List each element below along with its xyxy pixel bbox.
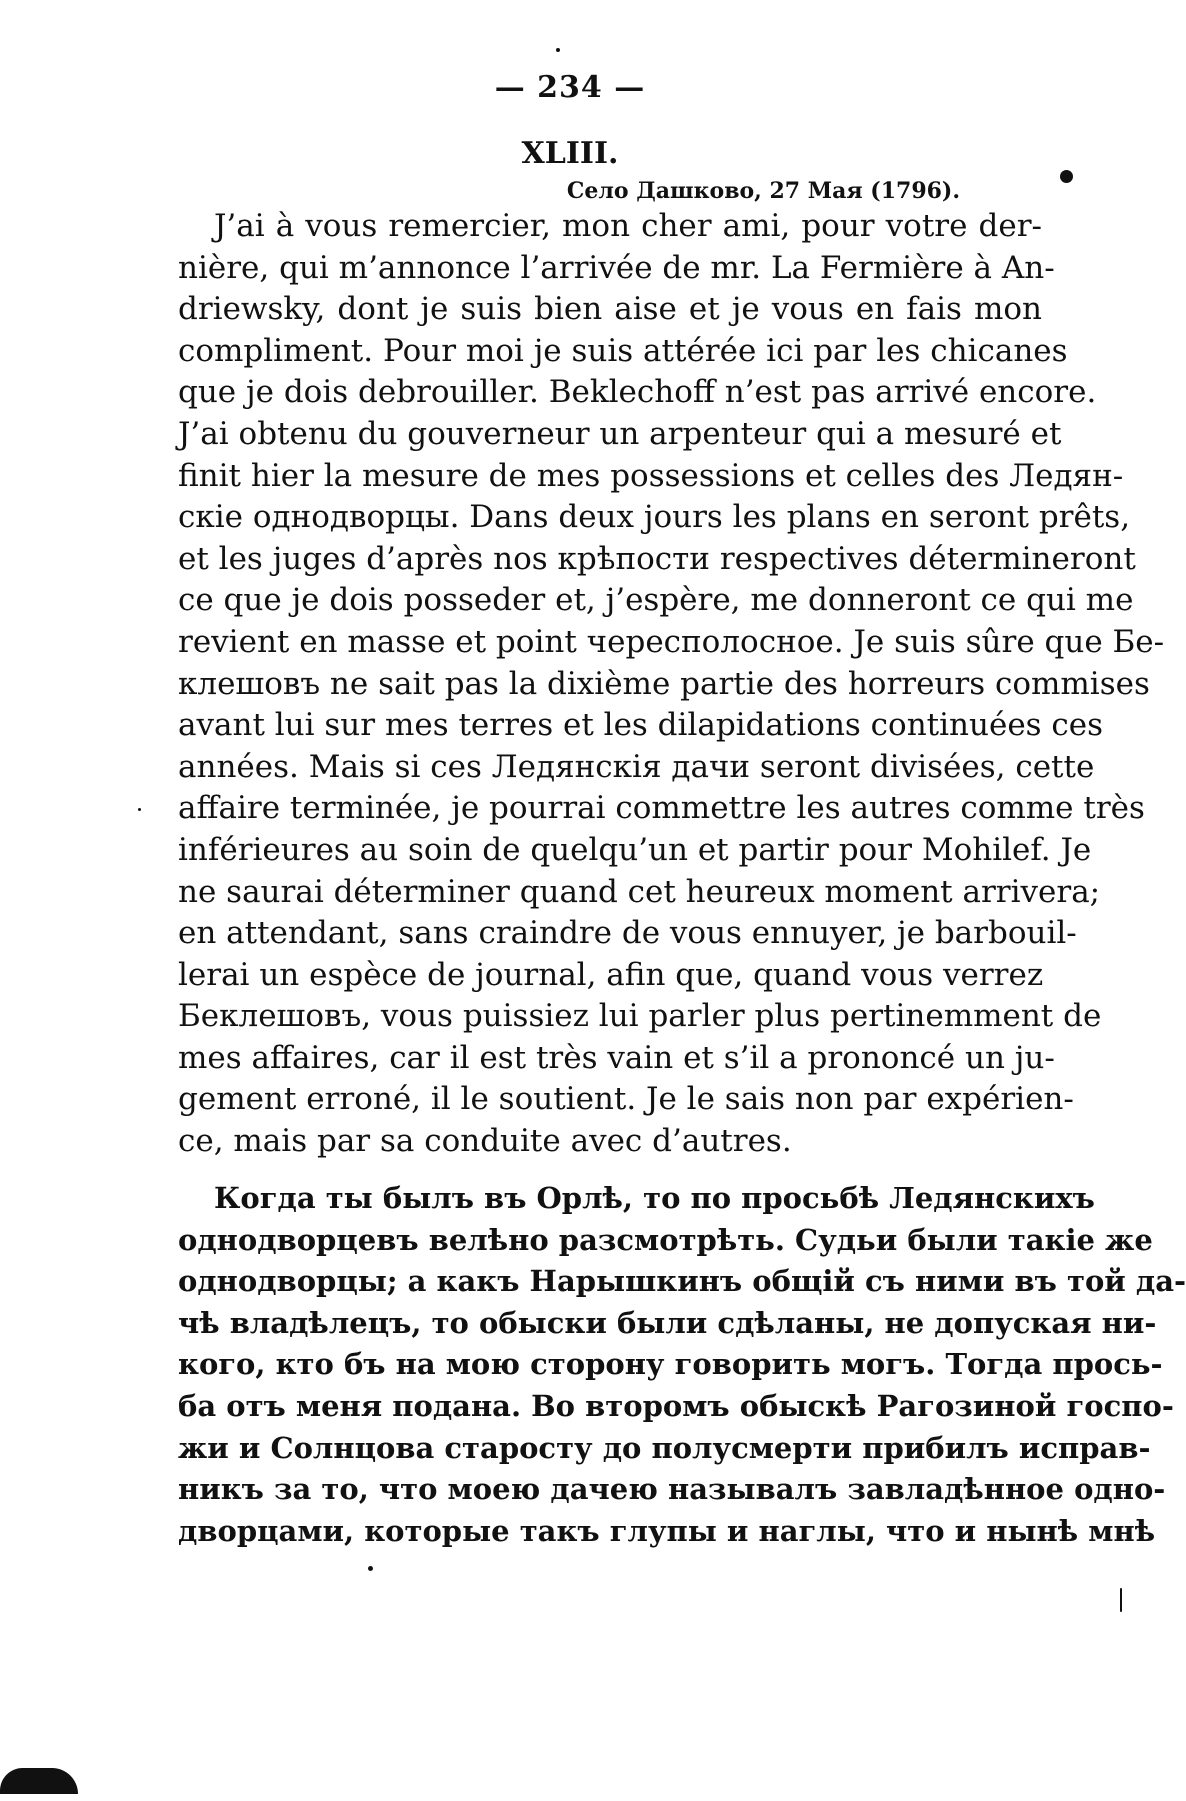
text-line: J’ai obtenu du gouverneur un arpenteur qui a mesuré et <box>178 415 1062 452</box>
text-line: чѣ владѣлецъ, то обыски были сдѣланы, не допуская ни- <box>178 1305 1157 1340</box>
text-line: revient en masse et point чересполосное. Je suis sûre que Бе- <box>178 623 1165 660</box>
text-line: кого, кто бъ на мою сторону говорить могъ. Тогда прось- <box>178 1347 1163 1382</box>
ink-dot <box>138 808 141 811</box>
text-line: клешовъ ne sait pas la dixième partie des horreurs commises <box>178 665 1150 702</box>
text-line: однодворцевъ велѣно разсмотрѣть. Судьи были такіе же <box>178 1222 1153 1257</box>
text-line: compliment. Pour moi je suis attérée ici par les chicanes <box>178 332 1068 369</box>
text-line: driewsky, dont je suis bien aise et je vous en fais mon <box>178 291 1042 328</box>
text-line: que je dois debrouiller. Beklechoff n’est pas arrivé encore. <box>178 374 1097 411</box>
text-line: ce, mais par sa conduite avec d’autres. <box>178 1123 792 1160</box>
text-line: gement erroné, il le soutient. Je le sais non par expérien- <box>178 1081 1074 1118</box>
text-line: finit hier la mesure de mes possessions et celles des Ледян- <box>178 457 1124 494</box>
text-line: nière, qui m’annonce l’arrivée de mr. La Fermière à An- <box>178 249 1055 286</box>
dateline: Село Дашково, 27 Мая (1796). <box>566 178 960 204</box>
ink-dot <box>556 48 560 52</box>
text-line: en attendant, sans craindre de vous ennuyer, je barbouil- <box>178 915 1077 952</box>
text-line: avant lui sur mes terres et les dilapidations continuées ces <box>178 707 1104 744</box>
russian-paragraph <box>178 1178 1186 1552</box>
french-paragraph <box>178 206 1165 1163</box>
ink-dot <box>1120 1588 1122 1612</box>
ink-blot <box>0 1768 78 1794</box>
text-line: années. Mais si ces Ледянскія дачи seront divisées, cette <box>178 748 1095 785</box>
text-line: mes affaires, car il est très vain et s’il a prononcé un ju- <box>178 1039 1055 1076</box>
ink-dot <box>1060 170 1073 183</box>
text-line: ба отъ меня подана. Во второмъ обыскѣ Рагозиной госпо- <box>178 1388 1174 1423</box>
text-line: жи и Солнцова старосту до полусмерти прибилъ исправ- <box>178 1430 1151 1465</box>
page-number: — 234 — <box>494 70 646 105</box>
text-line: Беклешовъ, vous puissiez lui parler plus pertinemment de <box>178 998 1102 1035</box>
text-line: et les juges d’après nos крѣпости respectives détermineront <box>178 540 1136 577</box>
text-line: affaire terminée, je pourrai commettre les autres comme très <box>178 790 1145 827</box>
text-line: ne saurai déterminer quand cet heureux moment arrivera; <box>178 873 1101 910</box>
text-line: J’ai à vous remercier, mon cher ami, pour votre der- <box>214 208 1042 244</box>
text-line: однодворцы; а какъ Нарышкинъ общій съ ними въ той да- <box>178 1264 1186 1299</box>
text-line: дворцами, которые такъ глупы и наглы, что и нынѣ мнѣ <box>178 1513 1156 1548</box>
text-line: Когда ты былъ въ Орлѣ, то по просьбѣ Ледянскихъ <box>214 1181 1095 1215</box>
text-line: inférieures au soin de quelqu’un et partir pour Mohilef. Je <box>178 831 1092 868</box>
ink-dot <box>368 1566 373 1571</box>
letter-number: XLIII. <box>521 136 619 171</box>
text-line: никъ за то, что моею дачею называлъ завладѣнное одно- <box>178 1472 1166 1507</box>
text-line: lerai un espèce de journal, afin que, quand vous verrez <box>178 956 1044 993</box>
text-line: ce que je dois posseder et, j’espère, me donneront ce qui me <box>178 582 1134 619</box>
text-line: скіе однодворцы. Dans deux jours les plans en seront prêts, <box>178 499 1131 536</box>
